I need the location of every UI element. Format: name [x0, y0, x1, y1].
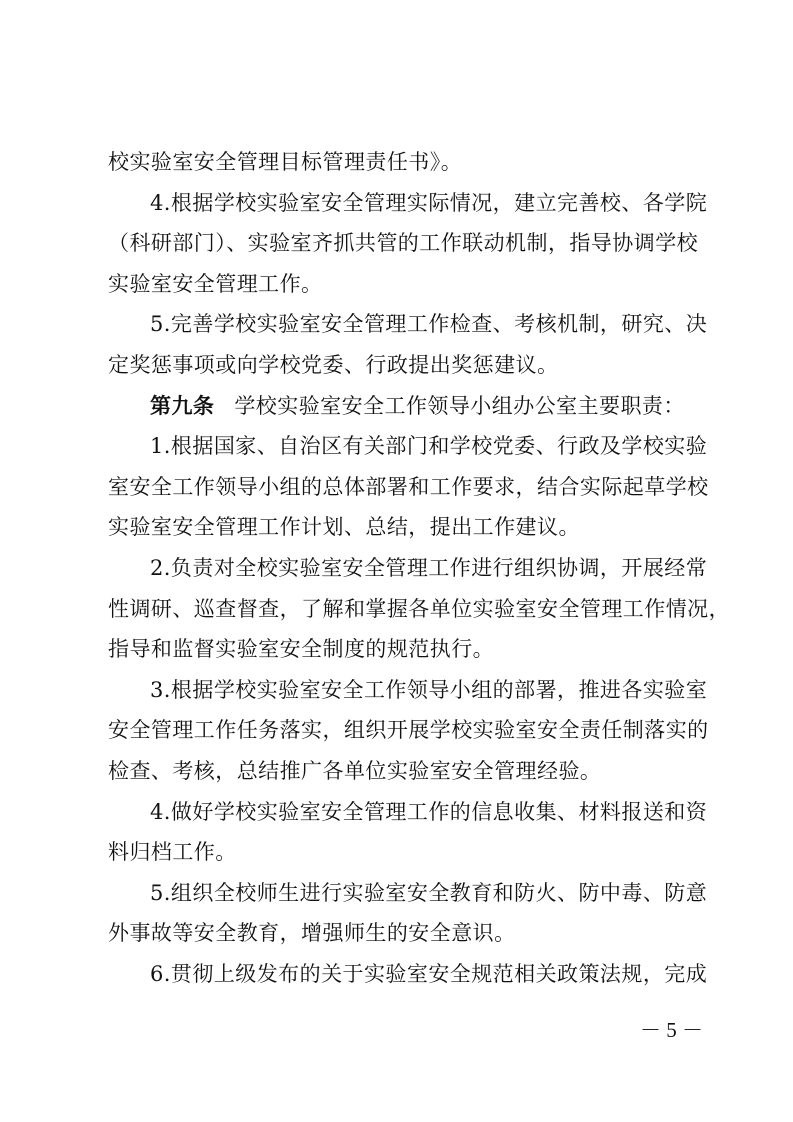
- text-line: 定奖惩事项或向学校党委、行政提出奖惩建议。: [108, 352, 559, 377]
- text-line: 5.组织全校师生进行实验室安全教育和防火、防中毒、防意: [150, 880, 708, 905]
- text-line: 6.贯彻上级发布的关于实验室安全规范相关政策法规，完成: [150, 961, 708, 986]
- text-line: 实验室安全管理工作。: [108, 271, 323, 296]
- text-line: 检查、考核，总结推广各单位实验室安全管理经验。: [108, 758, 602, 783]
- text-line: 实验室安全管理工作计划、总结，提出工作建议。: [108, 515, 580, 540]
- text-line: （科研部门）、实验室齐抓共管的工作联动机制，指导协调学校: [108, 231, 699, 256]
- text-line: 4.做好学校实验室安全管理工作的信息收集、材料报送和资: [150, 799, 708, 824]
- text-line: 4.根据学校实验室安全管理实际情况，建立完善校、各学院: [150, 190, 708, 215]
- text-line: 指导和监督实验室安全制度的规范执行。: [108, 637, 495, 662]
- text-line: 安全管理工作任务落实，组织开展学校实验室安全责任制落实的: [108, 718, 709, 743]
- text-line: 料归档工作。: [108, 840, 237, 865]
- article-line: [108, 386, 708, 427]
- document-body: [108, 142, 731, 994]
- text-line: 3.根据学校实验室安全工作领导小组的部署，推进各实验室: [150, 677, 708, 702]
- article-heading-text: 学校实验室安全工作领导小组办公室主要职责：: [234, 393, 685, 418]
- text-line: 校实验室安全管理目标管理责任书》。: [108, 150, 463, 174]
- text-line: 2.负责对全校实验室安全管理工作进行组织协调，开展经常: [150, 555, 708, 580]
- text-line: 外事故等安全教育，增强师生的安全意识。: [108, 921, 516, 946]
- article-heading: 第九条: [150, 393, 215, 418]
- text-line: 5.完善学校实验室安全管理工作检查、考核机制，研究、决: [150, 312, 708, 337]
- text-line: 1.根据国家、自治区有关部门和学校党委、行政及学校实验: [150, 434, 708, 459]
- page-number: － 5 －: [640, 1018, 703, 1042]
- text-line: 室安全工作领导小组的总体部署和工作要求，结合实际起草学校: [108, 474, 709, 499]
- text-line: 性调研、巡查督查，了解和掌握各单位实验室安全管理工作情况，: [108, 596, 731, 621]
